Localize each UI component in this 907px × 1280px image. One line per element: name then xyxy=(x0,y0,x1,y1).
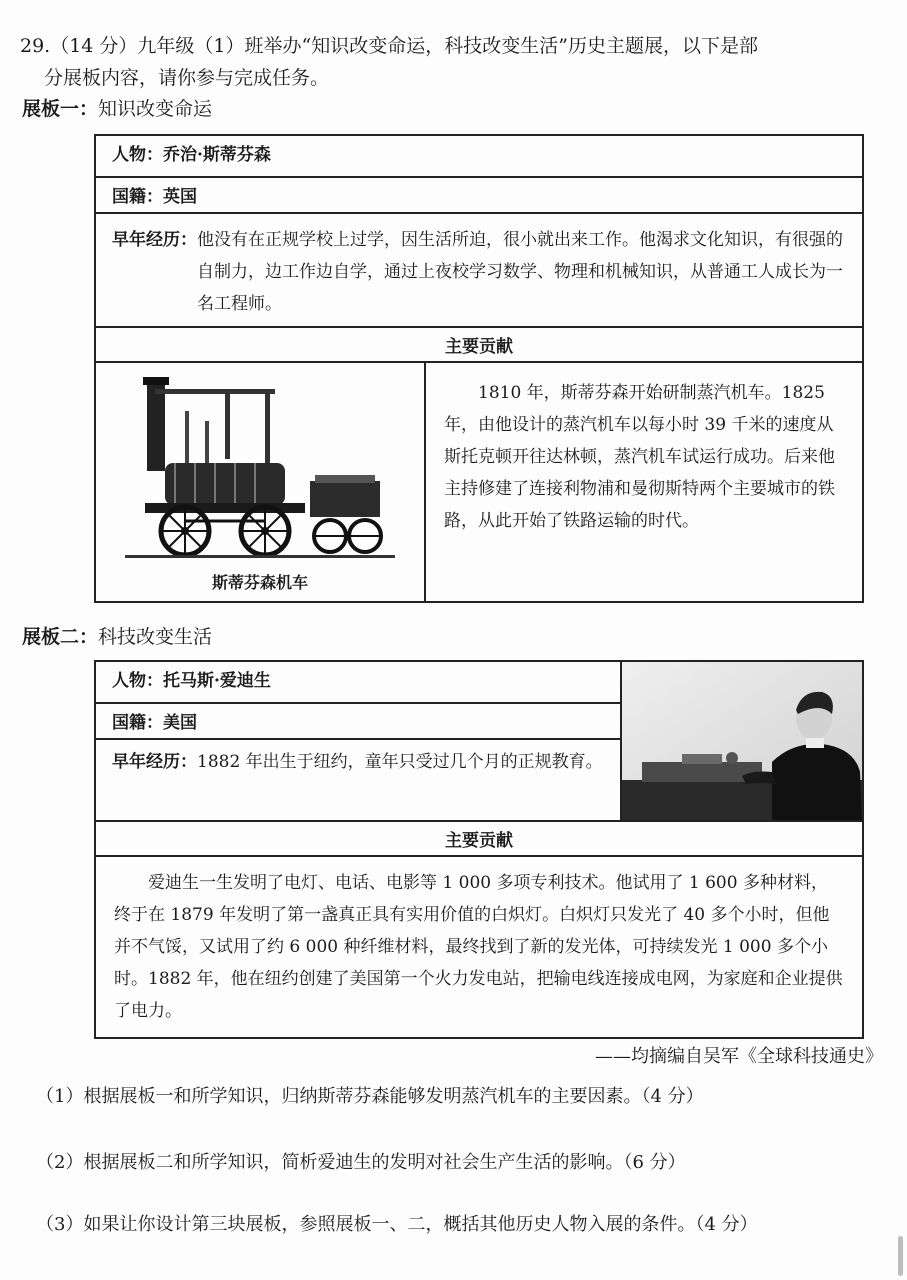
board1-image-cell xyxy=(95,362,425,602)
board1-early-label: 早年经历： xyxy=(112,230,197,250)
scrollbar-thumb[interactable] xyxy=(898,1236,903,1276)
board2-early-cell xyxy=(95,739,621,821)
board1-nationality: 国籍：英国 xyxy=(112,187,197,207)
board1-early-text: 他没有在正规学校上过学，因生活所迫，很小就出来工作。他渴求文化知识，有很强的自制力，边工作边自学，通过上夜校学习数学、物理和机械知识，从普通工人成长为一名工程师。 xyxy=(197,230,843,314)
board1-person-cell xyxy=(95,135,863,177)
board2-photo-cell xyxy=(621,661,863,821)
board1-label-text: 知识改变命运 xyxy=(98,98,213,120)
board2-person-cell xyxy=(95,661,621,703)
source-citation: ——均摘编自吴军《全球科技通史》 xyxy=(595,1046,883,1067)
board1-label-prefix: 展板一： xyxy=(22,98,99,120)
board1-person: 人物：乔治·斯蒂芬森 xyxy=(112,145,271,165)
board2-label xyxy=(22,622,212,649)
board2-table xyxy=(94,660,864,1039)
board2-person: 人物：托马斯·爱迪生 xyxy=(112,671,271,691)
board2-contrib-text: 爱迪生一生发明了电灯、电话、电影等 1 000 多项专利技术。他试用了 1 600 多种材料，终于在 1879 年发明了第一盏真正具有实用价值的白炽灯。白炽灯只发光了 40 多个小时，但他并不气馁，又试用了约 6 000 种纤维材料，最终找到了新的发光体，可持续发光 1 000 多个小时。1882 年，他在纽约创建了美国第一个火力发电站，把输电线连接成电网，为家庭和企业提供了电力。 xyxy=(95,856,863,1038)
question-line-2: 分展板内容，请你参与完成任务。 xyxy=(44,67,330,89)
board2-label-text: 科技改变生活 xyxy=(98,626,213,648)
question-stem xyxy=(20,30,890,94)
board2-contrib-head: 主要贡献 xyxy=(95,821,863,856)
question-line-1: 29.（14 分）九年级（1）班举办“知识改变命运，科技改变生活”历史主题展，以下是部 xyxy=(20,35,758,57)
board1-table xyxy=(94,134,864,603)
board2-nationality-cell xyxy=(95,703,621,739)
board2-label-prefix: 展板二： xyxy=(22,626,99,648)
board2-nationality: 国籍：美国 xyxy=(112,713,197,733)
subquestion-1: （1）根据展板一和所学知识，归纳斯蒂芬森能够发明蒸汽机车的主要因素。（4 分） xyxy=(36,1086,704,1107)
locomotive-image xyxy=(125,371,395,561)
board1-early-cell xyxy=(95,213,863,327)
board1-nationality-cell xyxy=(95,177,863,213)
subquestion-2: （2）根据展板二和所学知识，简析爱迪生的发明对社会生产生活的影响。（6 分） xyxy=(36,1152,686,1173)
board2-early-text: 1882 年出生于纽约，童年只受过几个月的正规教育。 xyxy=(197,752,603,772)
board1-contrib-head: 主要贡献 xyxy=(95,327,863,362)
board1-label xyxy=(22,94,212,121)
board1-contrib-text: 1810 年，斯蒂芬森开始研制蒸汽机车。1825 年，由他设计的蒸汽机车以每小时 39 千米的速度从斯托克顿开往达林顿，蒸汽机车试运行成功。后来他主持修建了连接利物浦和曼彻斯特两个主要城市的铁路，从此开始了铁路运输的时代。 xyxy=(425,362,863,602)
board1-image-caption: 斯蒂芬森机车 xyxy=(211,573,308,592)
board2-early-label: 早年经历： xyxy=(112,752,197,772)
subquestion-3: （3）如果让你设计第三块展板，参照展板一、二，概括其他历史人物入展的条件。（4 分） xyxy=(36,1214,758,1235)
edison-photo xyxy=(622,662,862,820)
